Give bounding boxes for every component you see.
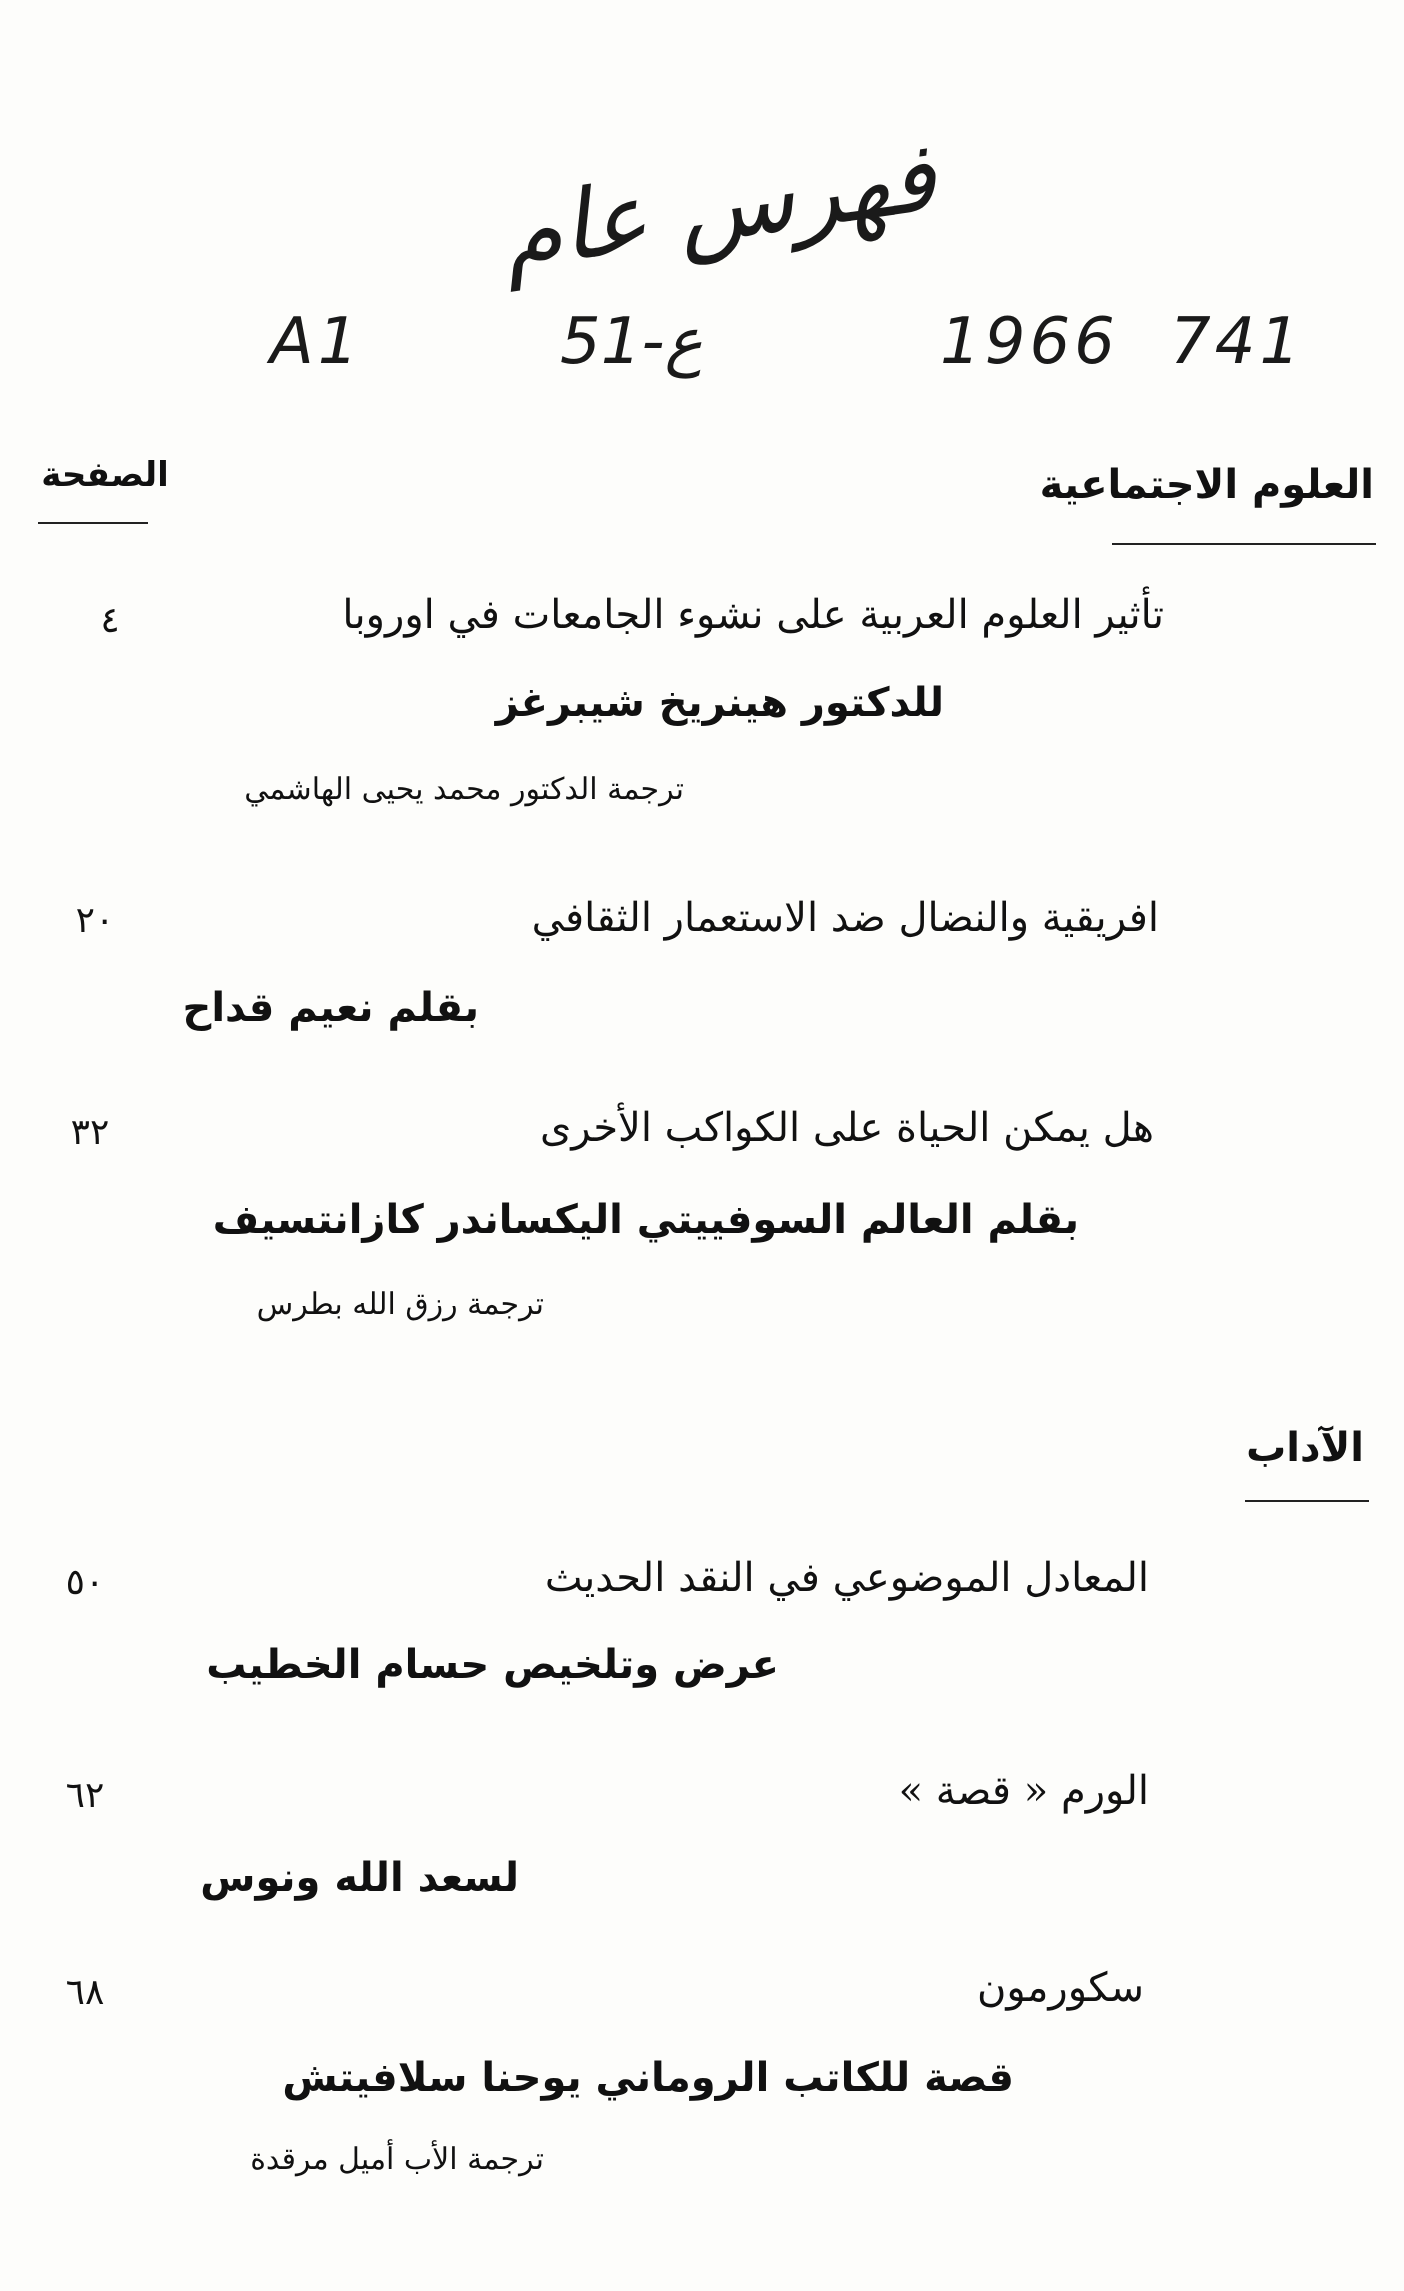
entry-page-number: ٢٠ [75, 900, 115, 941]
entry-title: الورم « قصة » [898, 1768, 1149, 1814]
entry-translator: ترجمة الأب أميل مرقدة [250, 2142, 544, 2177]
entry-title: المعادل الموضوعي في النقد الحديث [544, 1555, 1149, 1601]
entry-page-number: ٣٢ [70, 1112, 110, 1153]
entry-page-number: ٥٠ [65, 1562, 105, 1603]
entry-title: سكورمون [976, 1965, 1144, 2011]
entry-title: تأثير العلوم العربية على نشوء الجامعات في اوروبا [342, 592, 1164, 638]
section-heading-literature: الآداب [1246, 1425, 1364, 1471]
page-column-label: الصفحة [41, 455, 169, 495]
entry-title: افريقية والنضال ضد الاستعمار الثقافي [531, 895, 1159, 941]
section-underline-literature [1245, 1500, 1369, 1502]
ref-part-2: 51-ع [560, 305, 703, 379]
ref-part-3: 1966 [940, 305, 1119, 379]
entry-title: هل يمكن الحياة على الكواكب الأخرى [539, 1105, 1154, 1151]
entry-author: عرض وتلخيص حسام الخطيب [206, 1642, 779, 1688]
entry-author: قصة للكاتب الروماني يوحنا سلافيتش [282, 2055, 1014, 2101]
entry-translator: ترجمة رزق الله بطرس [256, 1287, 544, 1322]
entry-page-number: ٦٢ [65, 1775, 105, 1816]
ref-part-1: A1 [270, 305, 363, 379]
entry-author: للدكتور هينريخ شيبرغز [495, 680, 944, 726]
entry-author: لسعد الله ونوس [200, 1855, 519, 1901]
document-title: فهرس عام [494, 120, 943, 292]
entry-translator: ترجمة الدكتور محمد يحيى الهاشمي [244, 772, 684, 807]
entry-author: بقلم العالم السوفييتي اليكساندر كازانتسيف [212, 1197, 1079, 1243]
ref-part-4: 741 [1170, 305, 1305, 379]
entry-page-number: ٤ [100, 600, 120, 641]
entry-page-number: ٦٨ [65, 1972, 105, 2013]
entry-author: بقلم نعيم قداح [182, 985, 479, 1031]
page-column-underline [38, 522, 148, 524]
section-underline-social-sciences [1112, 543, 1376, 545]
section-heading-social-sciences: العلوم الاجتماعية [1039, 462, 1374, 508]
